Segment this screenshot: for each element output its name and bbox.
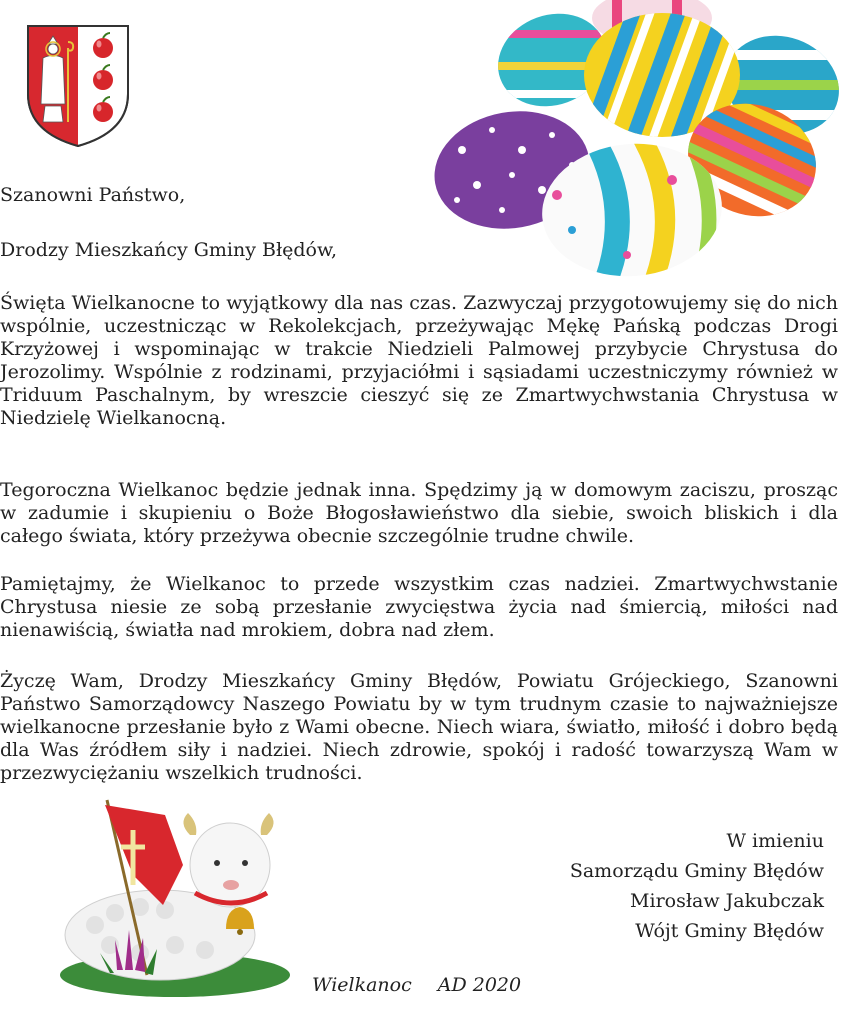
signature-line-4: Wójt Gminy Błędów bbox=[635, 920, 824, 942]
letter-paragraph-1: Święta Wielkanocne to wyjątkowy dla nas czas. Zazwyczaj przygotowujemy się do nich wspólnie, uczestnicząc w Rekolekcjach, przeżywając Mękę Pańską podczas Drogi Krzyżowej i wspominając w trakcie Niedzieli Palmowej przybycie Chrystusa do Jerozolimy. Wspólnie z rodzinami, przyjaciółmi i sąsiadami uczestniczymy również w Triduum Paschalnym, by wreszcie cieszyć się ze Zmartwychwstania Chrystusa w Niedzielę Wielkanocną. bbox=[0, 292, 838, 429]
coat-of-arms-image bbox=[24, 22, 132, 150]
letter-paragraph-2: Tegoroczna Wielkanoc będzie jednak inna. Spędzimy ją w domowym zaciszu, prosząc w zadumie i skupieniu o Boże Błogosławieństwo dla siebie, swoich bliskich i dla całego świata, który przeżywa obecnie szczególnie trudne chwile. bbox=[0, 479, 838, 547]
signature-line-1: W imieniu bbox=[726, 830, 824, 852]
greeting-line-1: Szanowni Państwo, bbox=[0, 184, 186, 206]
easter-lamb-image bbox=[55, 795, 295, 1005]
closing-occasion: Wielkanoc bbox=[312, 974, 412, 996]
letter-paragraph-4: Życzę Wam, Drodzy Mieszkańcy Gminy Błędów, Powiatu Grójeckiego, Szanowni Państwo Samorządowcy Naszego Powiatu by w tym trudnym czasie to najważniejsze wielkanocne przesłanie było z Wami obecne. Niech wiara, światło, miłość i dobro będą dla Was źródłem siły i nadziei. Niech zdrowie, spokój i radość towarzyszą Wam w przezwyciężaniu wszelkich trudności. bbox=[0, 670, 838, 784]
closing-date-line bbox=[312, 974, 521, 996]
signature-line-2: Samorządu Gminy Błędów bbox=[569, 860, 824, 882]
signature-line-3: Mirosław Jakubczak bbox=[630, 890, 824, 912]
greeting-line-2: Drodzy Mieszkańcy Gminy Błędów, bbox=[0, 239, 338, 261]
signature-block bbox=[504, 826, 824, 946]
letter-paragraph-3: Pamiętajmy, że Wielkanoc to przede wszystkim czas nadziei. Zmartwychwstanie Chrystusa niesie ze sobą przesłanie zwycięstwa życia nad śmiercią, miłości nad nienawiścią, światła nad mrokiem, dobra nad złem. bbox=[0, 573, 838, 641]
closing-year: AD 2020 bbox=[437, 974, 522, 996]
